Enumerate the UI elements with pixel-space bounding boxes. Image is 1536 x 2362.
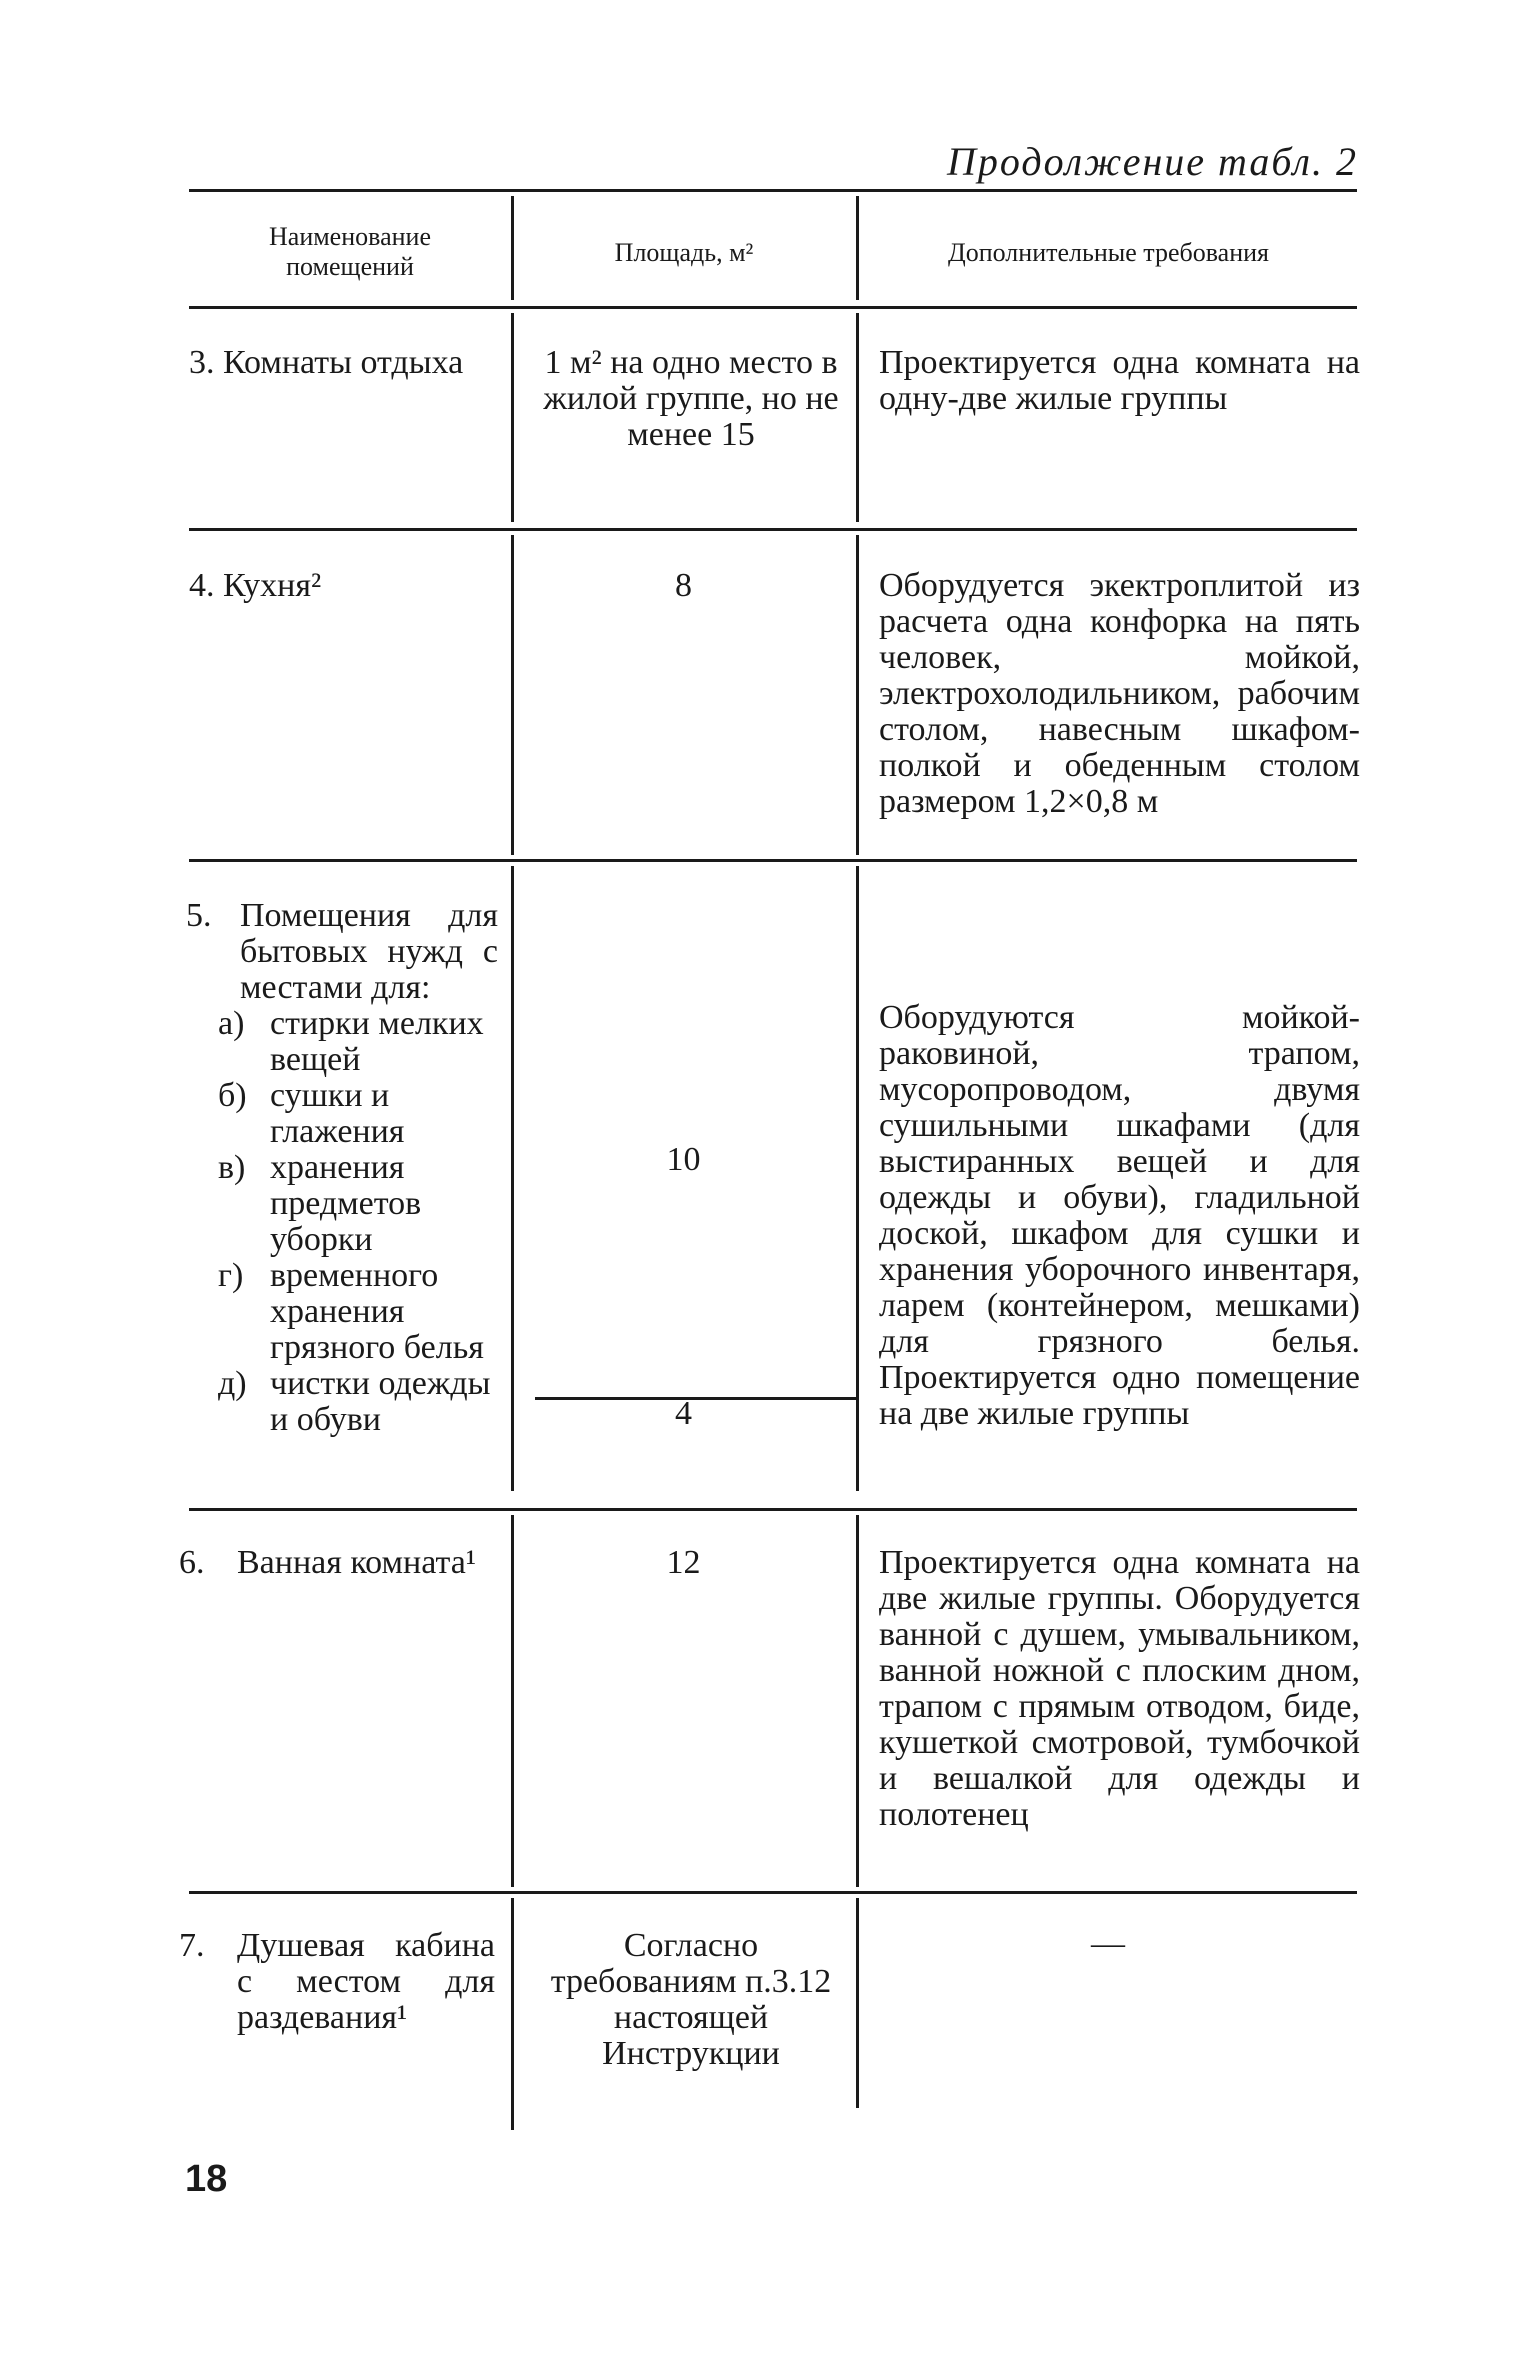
row5-subitem-a-mark: а)	[218, 1005, 245, 1042]
row3-bottom-rule	[189, 528, 1357, 531]
row5-subitem-c-mark: в)	[218, 1149, 246, 1186]
row7-number: 7.	[179, 1927, 205, 1964]
row5-subitem-e-mark: д)	[218, 1365, 247, 1402]
row7-area: Согласно требованиям п.3.12 настоящей Инструкции	[550, 1927, 832, 2072]
row7-name: Душевая кабина с местом для раздевания¹	[237, 1927, 495, 2036]
row5-subitem-b	[218, 1078, 503, 1150]
row5-subitem-d-text: временного хранения грязного белья	[270, 1257, 484, 1366]
row5-subitem-a	[218, 1006, 503, 1078]
row5-subitem-b-mark: б)	[218, 1077, 247, 1114]
row3-divider-2	[856, 313, 859, 522]
row6-requirements: Проектируется одна комната на две жилые группы. Оборудуется ванной с душем, умывальником, ванной ножной с плоским дном, трапом с прямым отводом, биде, кушеткой смотровой, тумбочкой и вешалкой для одежды и полотенец	[879, 1544, 1360, 1833]
row4-divider-2	[856, 535, 859, 855]
table-continuation-caption: Продолжение табл. 2	[946, 139, 1358, 184]
header-divider-2	[856, 196, 859, 300]
row5-divider-2	[856, 866, 859, 1491]
header-name-column: Наименование помещений	[269, 222, 431, 281]
row4-bottom-rule	[189, 859, 1357, 862]
row4-requirements: Оборудуется экектроплитой из расчета одна конфорка на пять человек, мойкой, электрохолодильником, рабочим столом, навесным шкафом-полкой и обеденным столом размером 1,2×0,8 м	[879, 567, 1360, 820]
row5-area-sub: 4	[675, 1395, 692, 1432]
row5-subitem-e	[218, 1366, 503, 1438]
row4-number: 4.	[189, 567, 215, 604]
row3-area: 1 м² на одно место в жилой группе, но не менее 15	[543, 344, 839, 453]
page-number: 18	[185, 2158, 228, 2200]
row4-area: 8	[675, 567, 692, 604]
row6-bottom-rule	[189, 1891, 1357, 1894]
row6-number: 6.	[179, 1544, 205, 1581]
row5-requirements: Оборудуются мойкой-раковиной, трапом, мусоропроводом, двумя сушильными шкафами (для выстиранных вещей и для одежды и обуви), гладильной доской, шкафом для сушки и хранения уборочного инвентаря, ларем (контейнером, мешками) для грязного белья. Проектируется одно помещение на две жилые группы	[879, 999, 1360, 1432]
row5-subitems	[218, 1006, 503, 1438]
row4-name: Кухня²	[223, 567, 322, 604]
header-requirements-column: Дополнительные требования	[948, 238, 1269, 267]
row5-name: Помещения для бытовых нужд с местами для:	[240, 897, 498, 1006]
header-area-column: Площадь, м²	[614, 238, 754, 267]
row5-subitem-a-text: стирки мелких вещей	[270, 1005, 484, 1078]
row5-subitem-e-text: чистки одежды и обуви	[270, 1365, 491, 1438]
row6-divider-2	[856, 1515, 859, 1887]
row5-subitem-c	[218, 1150, 503, 1258]
row3-divider-1	[511, 313, 514, 522]
row7-divider-1	[511, 1898, 514, 2130]
row5-number: 5.	[186, 897, 212, 934]
row5-subitem-c-text: хранения предметов уборки	[270, 1149, 422, 1258]
row5-bottom-rule	[189, 1508, 1357, 1511]
row5-subitem-d	[218, 1258, 503, 1366]
row6-name: Ванная комната¹	[237, 1544, 477, 1581]
row3-name-cell	[189, 345, 509, 381]
row6-area: 12	[666, 1544, 701, 1581]
row3-requirements: Проектируется одна комната на одну-две жилые группы	[879, 344, 1360, 417]
row5-subitem-d-mark: г)	[218, 1257, 244, 1294]
row7-requirements: —	[1091, 1925, 1125, 1962]
row3-name: Комнаты отдыха	[223, 344, 464, 381]
row4-name-cell	[189, 568, 509, 604]
row5-area-main: 10	[666, 1141, 701, 1178]
table-top-rule	[189, 189, 1357, 192]
row3-number: 3.	[189, 344, 215, 381]
header-bottom-rule	[189, 306, 1357, 309]
row5-subitem-b-text: сушки и глажения	[270, 1077, 405, 1150]
